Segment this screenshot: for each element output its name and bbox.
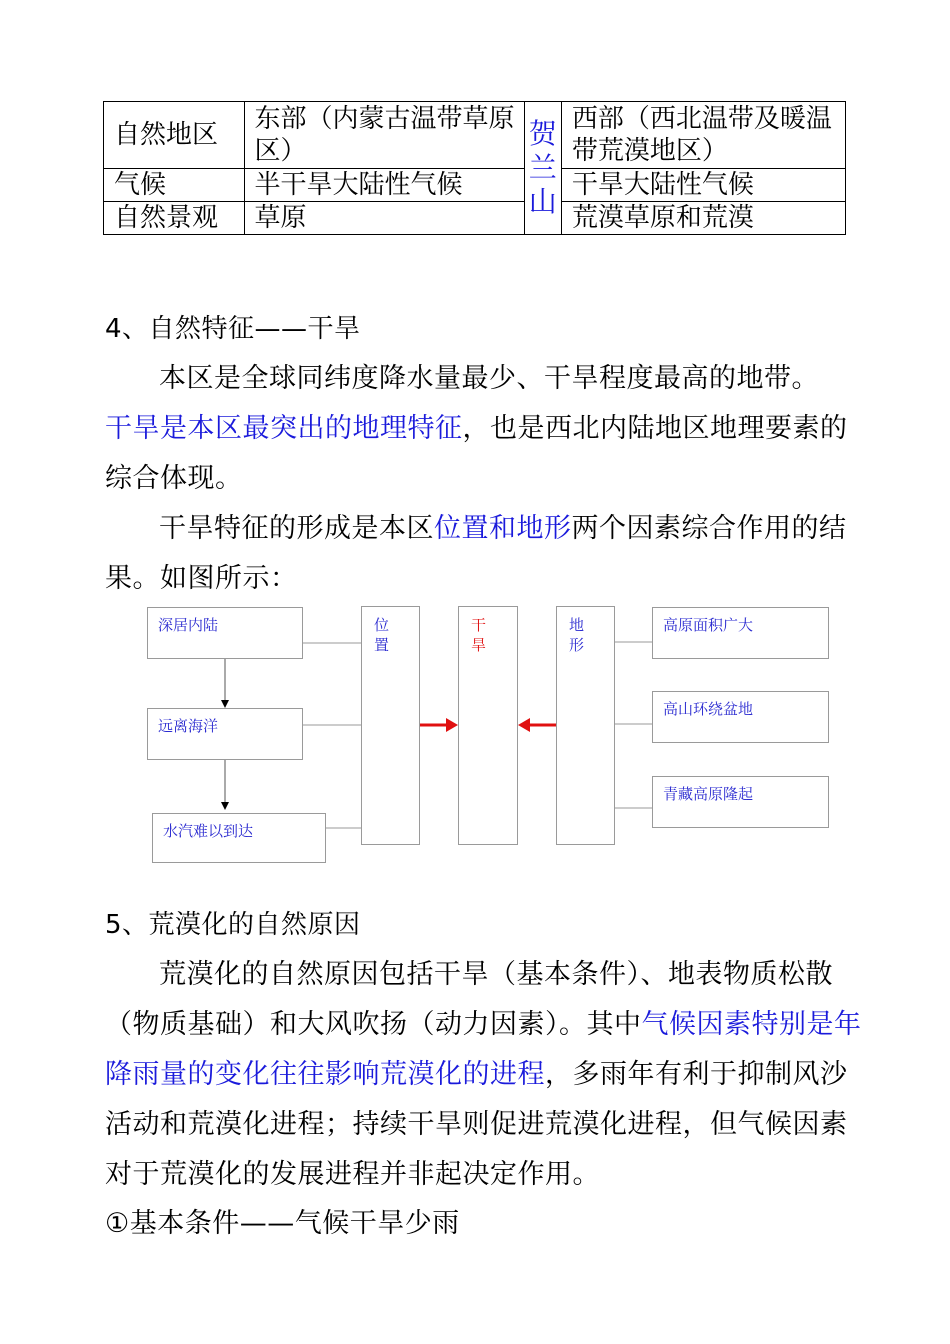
- box-drought: [458, 606, 518, 845]
- paragraph-text: 两个因素综合作用的结果。如图所示：: [105, 513, 847, 594]
- table-cell-west: 干旱大陆性气候: [561, 169, 845, 202]
- table-cell-west: 荒漠草原和荒漠: [561, 202, 845, 235]
- table-cell-label: 气候: [104, 169, 245, 202]
- section-4-paragraph-1: 本区是全球同纬度降水量最少、干旱程度最高的地带。: [159, 363, 819, 394]
- highlight-text: 气候因素特别是年降雨量的变化往往影响荒漠化的进程: [105, 1009, 862, 1090]
- table-cell-west: 西部（西北温带及暖温带荒漠地区）: [561, 102, 845, 169]
- red-arrow-right-head: [446, 718, 458, 732]
- box-moisture-blocked: 水汽难以到达: [152, 813, 326, 863]
- section-5-heading: 5、荒漠化的自然原因: [105, 910, 361, 940]
- list-item-basic-condition: ①基本条件——气候干旱少雨: [105, 1208, 460, 1239]
- paragraph-text: ，也是西北内陆地区地理要素的综合体现。: [105, 413, 848, 494]
- drought-label: 干旱: [471, 616, 487, 654]
- paragraph-text: ，多雨年有利于抑制风沙活动和荒漠化进程；持续干旱则促进荒漠化进程，但气候因素对于荒漠化的发展进程并非起决定作用。: [105, 1059, 848, 1190]
- table-cell-east: 半干旱大陆性气候: [244, 169, 524, 202]
- section-5-paragraph-1: [105, 950, 865, 1200]
- table-cell-label: 自然景观: [104, 202, 245, 235]
- down-arrow-head: [221, 700, 229, 708]
- table-cell-east: 草原: [244, 202, 524, 235]
- helan-mountain-label: 贺兰山: [528, 117, 557, 218]
- highlight-text: 位置和地形: [434, 513, 572, 544]
- paragraph-text: 干旱特征的形成是本区: [159, 513, 434, 544]
- red-arrow-left-head: [518, 718, 530, 732]
- table-cell-east: 东部（内蒙古温带草原区）: [244, 102, 524, 169]
- highlight-text: 干旱是本区最突出的地理特征: [105, 413, 463, 444]
- down-arrow-head: [221, 802, 229, 810]
- box-far-from-ocean: 远离海洋: [147, 708, 303, 760]
- box-inland: 深居内陆: [147, 607, 303, 659]
- box-position: [361, 606, 420, 845]
- position-label: 位置: [374, 616, 390, 654]
- box-terrain: [556, 606, 615, 845]
- table-cell-label: 自然地区: [104, 102, 245, 169]
- box-plateau-area: 高原面积广大: [652, 607, 829, 659]
- section-4-heading: 4、自然特征——干旱: [105, 314, 361, 344]
- box-tibet-uplift: 青藏高原隆起: [652, 776, 829, 828]
- terrain-label: 地形: [569, 616, 585, 654]
- box-mountains-basins: 高山环绕盆地: [652, 691, 829, 743]
- paragraph-text: 荒漠化的自然原因包括干旱（基本条件）、地表物质松散（物质基础）和大风吹扬（动力因素）。其中: [105, 959, 833, 1040]
